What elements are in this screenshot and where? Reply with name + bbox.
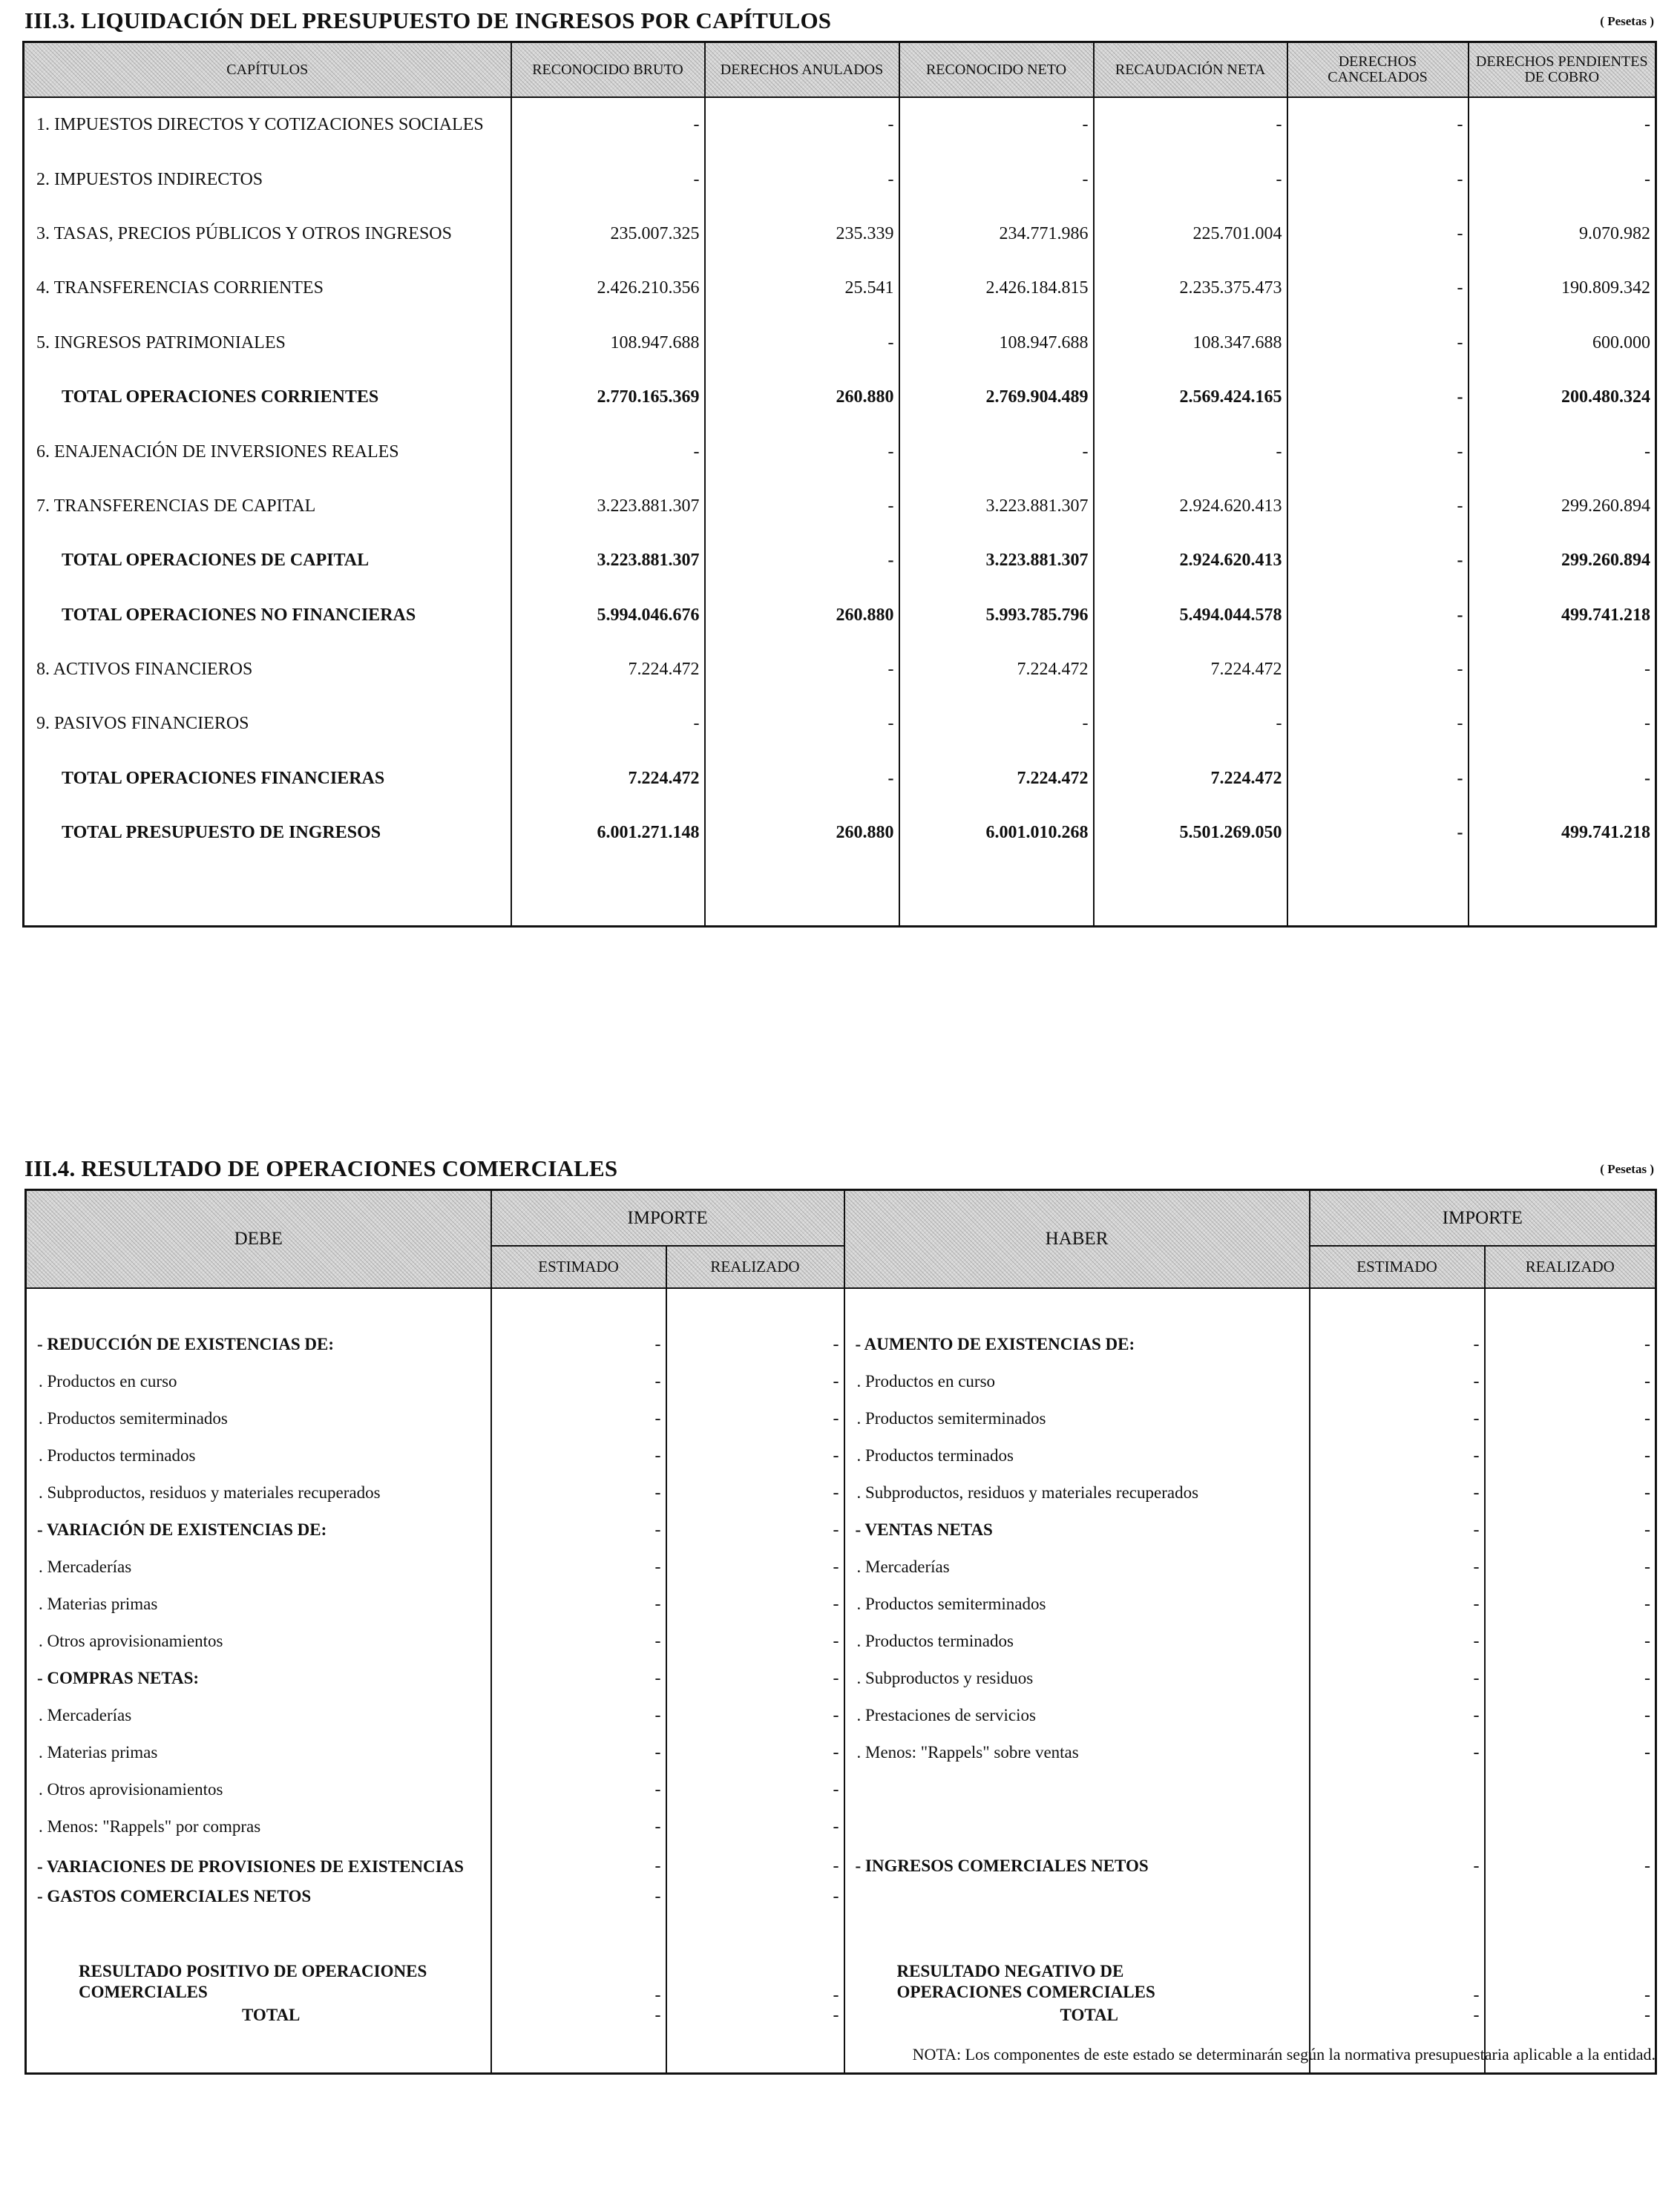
debe-label: - VARIACIÓN DE EXISTENCIAS DE:	[26, 1511, 491, 1549]
capitulo-value: 9.070.982	[1469, 207, 1656, 261]
haber-estimado: -	[1310, 1734, 1485, 1771]
capitulo-value: -	[1287, 588, 1469, 643]
haber-realizado: -	[1485, 1326, 1656, 1363]
debe-label: . Otros aprovisionamientos	[26, 1623, 491, 1660]
capitulo-value: -	[899, 97, 1094, 152]
haber-label: - AUMENTO DE EXISTENCIAS DE:	[844, 1326, 1310, 1363]
haber-label: . Mercaderías	[844, 1549, 1310, 1586]
capitulo-value: 7.224.472	[899, 752, 1094, 806]
debe-estimado: -	[491, 1363, 666, 1400]
capitulo-label: TOTAL OPERACIONES DE CAPITAL	[24, 534, 511, 588]
capitulo-value: 7.224.472	[1094, 752, 1287, 806]
capitulo-value: 6.001.271.148	[511, 806, 705, 860]
resultado-positivo-label-text: RESULTADO POSITIVO DE OPERACIONES COMERCIALES	[79, 1962, 427, 2001]
section1-unit: ( Pesetas )	[1600, 14, 1654, 28]
haber-realizado: -	[1485, 1734, 1656, 1771]
ingresos-netos-label: - INGRESOS COMERCIALES NETOS	[844, 1845, 1310, 1887]
ingresos-netos-estimado: -	[1310, 1845, 1485, 1887]
resultado-negativo-estimado: -	[1310, 1924, 1485, 2006]
capitulo-value: -	[899, 424, 1094, 479]
capitulo-row	[24, 97, 1656, 152]
capitulo-row	[24, 152, 1656, 206]
haber-estimado: -	[1310, 1437, 1485, 1474]
capitulo-value: 260.880	[705, 370, 899, 424]
debe-realizado: -	[666, 1474, 844, 1511]
gastos-label: - GASTOS COMERCIALES NETOS	[26, 1887, 491, 1924]
resultado-negativo-label-text: RESULTADO NEGATIVO DE OPERACIONES COMERCIALES	[896, 1962, 1155, 2001]
header-derechos-anulados: DERECHOS ANULADOS	[705, 42, 899, 98]
haber-estimado: -	[1310, 1400, 1485, 1437]
comerciales-row	[26, 1326, 1656, 1363]
haber-estimado: -	[1310, 1549, 1485, 1586]
debe-realizado: -	[666, 1808, 844, 1845]
capitulo-value: -	[1287, 97, 1469, 152]
capitulo-value: 2.569.424.165	[1094, 370, 1287, 424]
haber-label: . Subproductos y residuos	[844, 1660, 1310, 1697]
capitulo-value: 7.224.472	[1094, 643, 1287, 697]
capitulo-value: 7.224.472	[899, 643, 1094, 697]
debe-realizado: -	[666, 1660, 844, 1697]
gastos-haber-empty	[1485, 1887, 1656, 1924]
debe-estimado: -	[491, 1511, 666, 1549]
operaciones-comerciales-table	[24, 1189, 1657, 2075]
total-debe-label: TOTAL	[26, 2006, 491, 2043]
capitulo-value: 235.339	[705, 207, 899, 261]
capitulo-label: 5. INGRESOS PATRIMONIALES	[24, 316, 511, 370]
capitulo-value: 299.260.894	[1469, 534, 1656, 588]
capitulo-value: -	[705, 424, 899, 479]
haber-estimado: -	[1310, 1326, 1485, 1363]
capitulo-value: 7.224.472	[511, 643, 705, 697]
capitulo-label: 8. ACTIVOS FINANCIEROS	[24, 643, 511, 697]
capitulo-value: -	[1287, 316, 1469, 370]
capitulo-row	[24, 643, 1656, 697]
debe-estimado: -	[491, 1734, 666, 1771]
haber-label: . Productos semiterminados	[844, 1400, 1310, 1437]
capitulo-value: -	[1287, 806, 1469, 860]
capitulo-value: 3.223.881.307	[899, 534, 1094, 588]
capitulo-row	[24, 424, 1656, 479]
haber-label: . Productos terminados	[844, 1623, 1310, 1660]
total-haber-label: TOTAL	[844, 2006, 1310, 2043]
capitulo-value: -	[705, 752, 899, 806]
capitulo-value: -	[1287, 697, 1469, 751]
debe-estimado: -	[491, 1437, 666, 1474]
comerciales-row	[26, 1734, 1656, 1771]
haber-estimado: -	[1310, 1363, 1485, 1400]
capitulo-value: 108.947.688	[899, 316, 1094, 370]
capitulo-row	[24, 479, 1656, 534]
section2-unit: ( Pesetas )	[1600, 1162, 1654, 1176]
total-haber-estimado: -	[1310, 2006, 1485, 2043]
capitulo-value: -	[1287, 643, 1469, 697]
capitulo-value: 499.741.218	[1469, 806, 1656, 860]
capitulo-value: 225.701.004	[1094, 207, 1287, 261]
capitulo-value: 2.769.904.489	[899, 370, 1094, 424]
header-derechos-pendientes: DERECHOS PENDIENTES DE COBRO	[1469, 42, 1656, 98]
capitulo-value: 5.494.044.578	[1094, 588, 1287, 643]
haber-estimado	[1310, 1808, 1485, 1845]
header-importe-haber: IMPORTE	[1310, 1190, 1656, 1247]
capitulo-value: -	[1094, 697, 1287, 751]
capitulo-label: 7. TRANSFERENCIAS DE CAPITAL	[24, 479, 511, 534]
capitulo-value: -	[1469, 424, 1656, 479]
debe-label: - REDUCCIÓN DE EXISTENCIAS DE:	[26, 1326, 491, 1363]
capitulo-value: 499.741.218	[1469, 588, 1656, 643]
capitulo-value: 2.235.375.473	[1094, 261, 1287, 315]
capitulo-value: -	[899, 697, 1094, 751]
haber-realizado: -	[1485, 1586, 1656, 1623]
capitulo-label: TOTAL PRESUPUESTO DE INGRESOS	[24, 806, 511, 860]
comerciales-row	[26, 1363, 1656, 1400]
header-estimado-haber: ESTIMADO	[1310, 1246, 1485, 1288]
capitulo-value: -	[1094, 152, 1287, 206]
debe-realizado: -	[666, 1363, 844, 1400]
header-debe: DEBE	[26, 1190, 491, 1289]
capitulo-value: -	[1287, 152, 1469, 206]
capitulo-value: 260.880	[705, 806, 899, 860]
debe-label: - COMPRAS NETAS:	[26, 1660, 491, 1697]
debe-realizado: -	[666, 1734, 844, 1771]
header-reconocido-neto: RECONOCIDO NETO	[899, 42, 1094, 98]
capitulo-value: 25.541	[705, 261, 899, 315]
debe-estimado: -	[491, 1697, 666, 1734]
capitulo-label: 2. IMPUESTOS INDIRECTOS	[24, 152, 511, 206]
haber-estimado: -	[1310, 1511, 1485, 1549]
header-reconocido-bruto: RECONOCIDO BRUTO	[511, 42, 705, 98]
capitulo-value: 299.260.894	[1469, 479, 1656, 534]
capitulo-value: -	[1469, 697, 1656, 751]
total-debe-realizado: -	[666, 2006, 844, 2043]
haber-estimado: -	[1310, 1474, 1485, 1511]
debe-estimado: -	[491, 1474, 666, 1511]
haber-realizado: -	[1485, 1511, 1656, 1549]
capitulo-value: -	[511, 697, 705, 751]
haber-realizado: -	[1485, 1623, 1656, 1660]
debe-label: . Menos: "Rappels" por compras	[26, 1808, 491, 1845]
haber-realizado: -	[1485, 1437, 1656, 1474]
variaciones-estimado: -	[491, 1845, 666, 1887]
gastos-estimado: -	[491, 1887, 666, 1924]
header-realizado-debe: REALIZADO	[666, 1246, 844, 1288]
ingresos-header-row	[24, 42, 1656, 98]
resultado-negativo-label	[844, 1924, 1310, 2006]
haber-realizado: -	[1485, 1474, 1656, 1511]
haber-label: . Productos terminados	[844, 1437, 1310, 1474]
debe-label: . Mercaderías	[26, 1549, 491, 1586]
haber-label: . Prestaciones de servicios	[844, 1697, 1310, 1734]
capitulo-value: 3.223.881.307	[511, 534, 705, 588]
debe-realizado: -	[666, 1586, 844, 1623]
capitulo-value: -	[705, 643, 899, 697]
capitulo-value: 5.993.785.796	[899, 588, 1094, 643]
total-haber-realizado: -	[1485, 2006, 1656, 2043]
section2-title: III.4. RESULTADO DE OPERACIONES COMERCIALES	[24, 1155, 618, 1181]
total-row	[26, 2006, 1656, 2043]
variaciones-realizado: -	[666, 1845, 844, 1887]
capitulo-value: -	[1469, 752, 1656, 806]
header-importe-debe: IMPORTE	[491, 1190, 844, 1247]
haber-label: . Productos en curso	[844, 1363, 1310, 1400]
capitulo-value: -	[705, 316, 899, 370]
haber-estimado: -	[1310, 1586, 1485, 1623]
debe-realizado: -	[666, 1549, 844, 1586]
debe-label: . Productos en curso	[26, 1363, 491, 1400]
debe-label: . Mercaderías	[26, 1697, 491, 1734]
capitulo-value: 200.480.324	[1469, 370, 1656, 424]
debe-label: . Materias primas	[26, 1734, 491, 1771]
comerciales-row	[26, 1474, 1656, 1511]
comerciales-row	[26, 1437, 1656, 1474]
haber-label	[844, 1808, 1310, 1845]
debe-realizado: -	[666, 1697, 844, 1734]
haber-realizado: -	[1485, 1363, 1656, 1400]
capitulo-row	[24, 261, 1656, 315]
capitulo-row	[24, 752, 1656, 806]
haber-label: . Menos: "Rappels" sobre ventas	[844, 1734, 1310, 1771]
capitulo-value: -	[1469, 97, 1656, 152]
comerciales-row	[26, 1697, 1656, 1734]
capitulo-value: -	[705, 97, 899, 152]
haber-label: . Productos semiterminados	[844, 1586, 1310, 1623]
capitulo-value: 2.426.184.815	[899, 261, 1094, 315]
haber-estimado: -	[1310, 1697, 1485, 1734]
capitulo-value: -	[1287, 261, 1469, 315]
capitulo-row	[24, 534, 1656, 588]
header-estimado-debe: ESTIMADO	[491, 1246, 666, 1288]
debe-realizado: -	[666, 1400, 844, 1437]
debe-realizado: -	[666, 1326, 844, 1363]
capitulo-value: 2.924.620.413	[1094, 479, 1287, 534]
capitulo-value: 190.809.342	[1469, 261, 1656, 315]
total-debe-estimado: -	[491, 2006, 666, 2043]
gastos-realizado: -	[666, 1887, 844, 1924]
capitulo-value: 235.007.325	[511, 207, 705, 261]
debe-estimado: -	[491, 1400, 666, 1437]
haber-realizado	[1485, 1808, 1656, 1845]
capitulo-value: 6.001.010.268	[899, 806, 1094, 860]
capitulo-row	[24, 806, 1656, 860]
capitulo-value: 108.347.688	[1094, 316, 1287, 370]
capitulo-value: -	[1287, 370, 1469, 424]
capitulo-value: -	[705, 152, 899, 206]
capitulo-value: 3.223.881.307	[899, 479, 1094, 534]
haber-realizado: -	[1485, 1549, 1656, 1586]
comerciales-row	[26, 1400, 1656, 1437]
comerciales-top-spacer	[26, 1288, 1656, 1326]
capitulo-value: -	[511, 152, 705, 206]
debe-label: . Productos terminados	[26, 1437, 491, 1474]
debe-realizado: -	[666, 1623, 844, 1660]
haber-realizado: -	[1485, 1400, 1656, 1437]
header-capitulos: CAPÍTULOS	[24, 42, 511, 98]
comerciales-row	[26, 1808, 1656, 1845]
haber-estimado: -	[1310, 1623, 1485, 1660]
capitulo-label: 4. TRANSFERENCIAS CORRIENTES	[24, 261, 511, 315]
debe-estimado: -	[491, 1326, 666, 1363]
header-haber: HABER	[844, 1190, 1310, 1289]
comerciales-row	[26, 1771, 1656, 1808]
ingresos-netos-realizado: -	[1485, 1845, 1656, 1887]
section1-title: III.3. LIQUIDACIÓN DEL PRESUPUESTO DE INGRESOS POR CAPÍTULOS	[24, 7, 832, 33]
capitulo-value: -	[705, 479, 899, 534]
capitulo-value: -	[1094, 97, 1287, 152]
gastos-row	[26, 1887, 1656, 1924]
debe-label: . Subproductos, residuos y materiales recuperados	[26, 1474, 491, 1511]
capitulo-row	[24, 207, 1656, 261]
capitulo-label: TOTAL OPERACIONES FINANCIERAS	[24, 752, 511, 806]
capitulo-label: 6. ENAJENACIÓN DE INVERSIONES REALES	[24, 424, 511, 479]
capitulo-value: -	[705, 697, 899, 751]
comerciales-row	[26, 1623, 1656, 1660]
comerciales-row	[26, 1511, 1656, 1549]
capitulo-spacer-row	[24, 860, 1656, 927]
haber-label: . Subproductos, residuos y materiales recuperados	[844, 1474, 1310, 1511]
haber-label: - VENTAS NETAS	[844, 1511, 1310, 1549]
debe-realizado: -	[666, 1511, 844, 1549]
capitulo-value: 3.223.881.307	[511, 479, 705, 534]
debe-realizado: -	[666, 1771, 844, 1808]
capitulo-value: 2.924.620.413	[1094, 534, 1287, 588]
debe-label: . Productos semiterminados	[26, 1400, 491, 1437]
haber-label	[844, 1771, 1310, 1808]
capitulo-value: 2.770.165.369	[511, 370, 705, 424]
capitulo-label: 1. IMPUESTOS DIRECTOS Y COTIZACIONES SOCIALES	[24, 97, 511, 152]
capitulo-value: 108.947.688	[511, 316, 705, 370]
capitulo-label: TOTAL OPERACIONES CORRIENTES	[24, 370, 511, 424]
capitulo-value: -	[511, 97, 705, 152]
capitulo-value: -	[1287, 207, 1469, 261]
capitulo-value: -	[705, 534, 899, 588]
capitulo-value: 260.880	[705, 588, 899, 643]
debe-realizado: -	[666, 1437, 844, 1474]
comerciales-header-row-1	[26, 1190, 1656, 1247]
capitulo-value: -	[1469, 643, 1656, 697]
header-recaudacion-neta: RECAUDACIÓN NETA	[1094, 42, 1287, 98]
capitulo-value: -	[1287, 479, 1469, 534]
debe-estimado: -	[491, 1623, 666, 1660]
capitulo-value: 5.501.269.050	[1094, 806, 1287, 860]
capitulo-value: -	[1094, 424, 1287, 479]
debe-label: . Otros aprovisionamientos	[26, 1771, 491, 1808]
capitulo-value: -	[1287, 424, 1469, 479]
haber-estimado	[1310, 1771, 1485, 1808]
header-realizado-haber: REALIZADO	[1485, 1246, 1656, 1288]
gastos-haber-empty	[1310, 1887, 1485, 1924]
debe-label: . Materias primas	[26, 1586, 491, 1623]
capitulo-label: 3. TASAS, PRECIOS PÚBLICOS Y OTROS INGRESOS	[24, 207, 511, 261]
capitulo-value: -	[1287, 534, 1469, 588]
variaciones-row	[26, 1845, 1656, 1887]
capitulo-value: -	[511, 424, 705, 479]
footnote: NOTA: Los componentes de este estado se determinarán según la normativa presupuestaria aplicable a la entidad.	[912, 2045, 1656, 2064]
capitulo-row	[24, 370, 1656, 424]
resultado-positivo-label	[26, 1924, 491, 2006]
comerciales-row	[26, 1586, 1656, 1623]
variaciones-label: - VARIACIONES DE PROVISIONES DE EXISTENCIAS	[26, 1845, 491, 1887]
comerciales-row	[26, 1660, 1656, 1697]
capitulo-value: 2.426.210.356	[511, 261, 705, 315]
capitulo-label: TOTAL OPERACIONES NO FINANCIERAS	[24, 588, 511, 643]
capitulo-value: -	[1469, 152, 1656, 206]
debe-estimado: -	[491, 1660, 666, 1697]
gastos-haber-empty	[844, 1887, 1310, 1924]
capitulo-value: 7.224.472	[511, 752, 705, 806]
haber-realizado: -	[1485, 1697, 1656, 1734]
comerciales-row	[26, 1549, 1656, 1586]
capitulo-value: 234.771.986	[899, 207, 1094, 261]
haber-realizado: -	[1485, 1660, 1656, 1697]
ingresos-table	[22, 41, 1657, 928]
header-derechos-cancelados: DERECHOS CANCELADOS	[1287, 42, 1469, 98]
debe-estimado: -	[491, 1549, 666, 1586]
debe-estimado: -	[491, 1586, 666, 1623]
haber-estimado: -	[1310, 1660, 1485, 1697]
capitulo-value: -	[1287, 752, 1469, 806]
debe-estimado: -	[491, 1808, 666, 1845]
capitulo-value: -	[899, 152, 1094, 206]
capitulo-value: 5.994.046.676	[511, 588, 705, 643]
capitulo-label: 9. PASIVOS FINANCIEROS	[24, 697, 511, 751]
debe-estimado: -	[491, 1771, 666, 1808]
haber-realizado	[1485, 1771, 1656, 1808]
capitulo-row	[24, 588, 1656, 643]
capitulo-row	[24, 697, 1656, 751]
resultado-positivo-realizado: -	[666, 1924, 844, 2006]
resultado-negativo-realizado: -	[1485, 1924, 1656, 2006]
resultado-row	[26, 1924, 1656, 2006]
capitulo-row	[24, 316, 1656, 370]
resultado-positivo-estimado: -	[491, 1924, 666, 2006]
capitulo-value: 600.000	[1469, 316, 1656, 370]
